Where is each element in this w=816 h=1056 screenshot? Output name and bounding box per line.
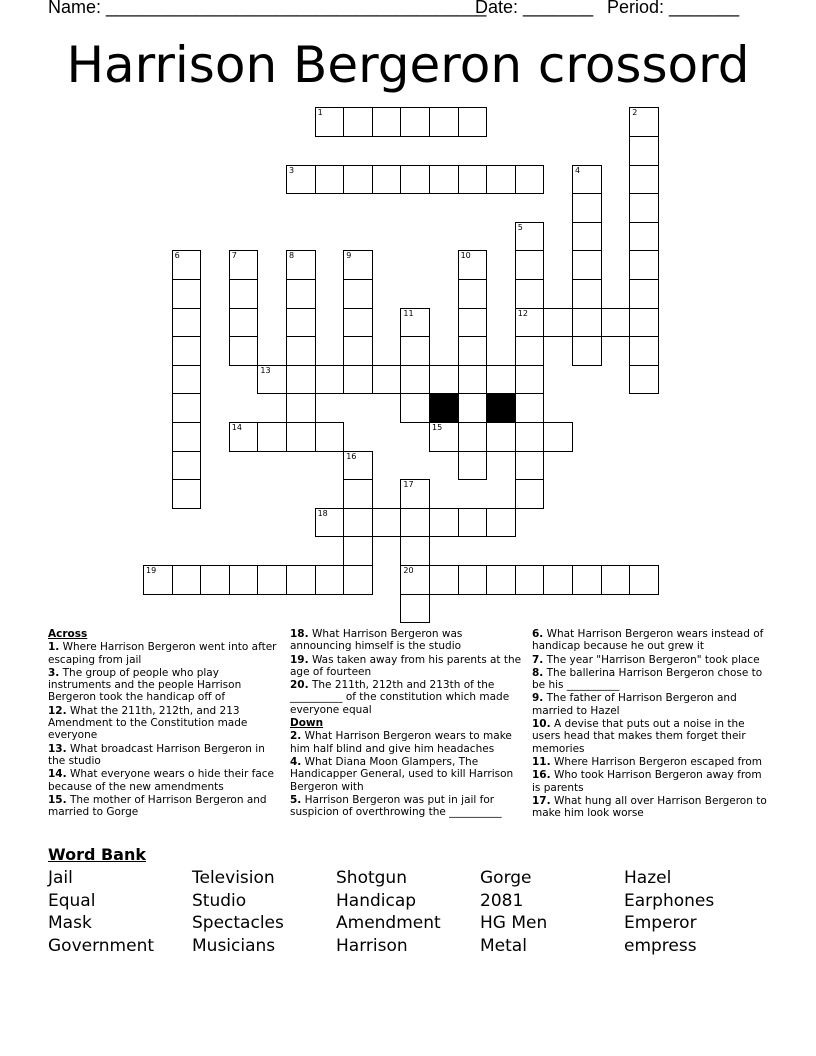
clue-text: What Diana Moon Glampers, The Handicapper General, used to kill Harrison Bergeron with: [290, 755, 514, 793]
grid-cell[interactable]: [458, 165, 488, 195]
grid-cell[interactable]: [458, 508, 488, 538]
grid-cell[interactable]: [543, 308, 573, 338]
clue-number: 19.: [290, 653, 309, 666]
clue-text: Harrison Bergeron was put in jail for suspicion of overthrowing the __________: [290, 793, 502, 819]
period-field[interactable]: Period: _______: [607, 0, 740, 17]
clue-number: 20.: [290, 679, 309, 692]
grid-cell[interactable]: [172, 336, 202, 366]
grid-cell[interactable]: [458, 336, 488, 366]
word-bank-word: Hazel: [624, 868, 672, 888]
cell-number: 17: [403, 480, 414, 490]
clue-item: [290, 756, 525, 793]
across-heading: Across: [48, 628, 88, 640]
clue-item: [290, 730, 525, 755]
grid-cell[interactable]: [400, 393, 430, 423]
grid-cell[interactable]: [286, 422, 316, 452]
date-field[interactable]: Date: _______: [475, 0, 594, 17]
grid-cell[interactable]: [515, 393, 545, 423]
grid-cell[interactable]: [601, 565, 631, 595]
grid-cell[interactable]: [257, 565, 287, 595]
black-cell: [429, 393, 459, 423]
grid-cell[interactable]: [343, 250, 373, 280]
clue-text: The ballerina Harrison Bergeron chose to be his __________: [532, 666, 763, 692]
grid-cell[interactable]: [515, 279, 545, 309]
grid-cell[interactable]: [629, 222, 659, 252]
grid-cell[interactable]: [515, 336, 545, 366]
grid-cell[interactable]: [172, 451, 202, 481]
grid-cell[interactable]: [172, 565, 202, 595]
clue-text: What hung all over Harrison Bergeron to make him look worse: [532, 794, 767, 820]
grid-cell[interactable]: [343, 308, 373, 338]
grid-cell[interactable]: [629, 136, 659, 166]
cell-number: 9: [346, 251, 352, 261]
grid-cell[interactable]: [515, 250, 545, 280]
clue-item: [290, 794, 525, 819]
grid-cell[interactable]: [400, 479, 430, 509]
clue-item: [48, 768, 280, 793]
grid-cell[interactable]: [372, 165, 402, 195]
grid-cell[interactable]: [343, 279, 373, 309]
word-bank-word: Metal: [480, 936, 527, 957]
clue-text: The 211th, 212th and 213th of the __________ of the constitution which made everyone equal: [290, 679, 510, 716]
grid-cell[interactable]: [572, 250, 602, 280]
grid-cell[interactable]: [229, 250, 259, 280]
grid-cell[interactable]: [400, 536, 430, 566]
clue-item: [532, 756, 768, 768]
word-bank-word: Mask: [48, 913, 92, 934]
word-bank-title: Word Bank: [48, 845, 147, 864]
cell-number: 13: [260, 365, 271, 375]
page-title: Harrison Bergeron crossord: [66, 36, 750, 94]
clue-item: [532, 654, 768, 666]
clue-number: 1.: [48, 641, 60, 654]
cell-number: 18: [317, 508, 328, 518]
grid-cell[interactable]: [400, 565, 430, 595]
clue-number: 2.: [290, 730, 302, 743]
grid-cell[interactable]: [486, 422, 516, 452]
word-bank-word: Musicians: [192, 936, 276, 957]
grid-cell[interactable]: [343, 451, 373, 481]
grid-cell[interactable]: [458, 451, 488, 481]
grid-cell[interactable]: [515, 365, 545, 395]
grid-cell[interactable]: [429, 107, 459, 137]
grid-cell[interactable]: [143, 565, 173, 595]
word-bank-word: Emperor: [624, 913, 697, 934]
clue-number: 4.: [290, 755, 302, 768]
clue-number: 10.: [532, 718, 551, 731]
word-bank-word: HG Men: [480, 913, 548, 934]
grid-cell[interactable]: [572, 193, 602, 223]
grid-cell[interactable]: [343, 536, 373, 566]
grid-cell[interactable]: [515, 565, 545, 595]
grid-cell[interactable]: [629, 308, 659, 338]
grid-cell[interactable]: [229, 422, 259, 452]
cell-number: 11: [403, 308, 414, 318]
clue-item: [532, 692, 768, 717]
clue-text: The mother of Harrison Bergeron and married to Gorge: [48, 793, 267, 819]
grid-cell[interactable]: [572, 222, 602, 252]
clue-number: 15.: [48, 793, 67, 806]
grid-cell[interactable]: [458, 250, 488, 280]
word-bank-word: Studio: [192, 890, 247, 911]
grid-cell[interactable]: [343, 508, 373, 538]
grid-cell[interactable]: [458, 308, 488, 338]
grid-cell[interactable]: [429, 165, 459, 195]
grid-cell[interactable]: [229, 336, 259, 366]
clue-text: What Harrison Bergeron wears to make him half blind and give him headaches: [290, 730, 512, 755]
clue-text: Where Harrison Bergeron went into after escaping from jail: [48, 641, 277, 666]
cell-number: 10: [460, 251, 471, 261]
grid-cell[interactable]: [458, 393, 488, 423]
clue-text: Who took Harrison Bergeron away from is parents: [532, 769, 762, 794]
clue-text: What Harrison Bergeron wears instead of handicap because he out grew it: [532, 628, 764, 653]
clue-text: Where Harrison Bergeron escaped from: [550, 755, 763, 768]
grid-cell[interactable]: [315, 508, 345, 538]
grid-cell[interactable]: [629, 336, 659, 366]
clue-number: 12.: [48, 704, 67, 717]
clue-number: 16.: [532, 769, 551, 782]
clue-number: 9.: [532, 692, 544, 705]
grid-cell[interactable]: [315, 165, 345, 195]
word-bank-word: Jail: [48, 868, 73, 888]
grid-cell[interactable]: [458, 107, 488, 137]
grid-cell[interactable]: [286, 250, 316, 280]
grid-cell[interactable]: [286, 365, 316, 395]
clue-item: [48, 794, 280, 819]
cell-number: 7: [231, 251, 237, 261]
grid-cell[interactable]: [543, 422, 573, 452]
cell-number: 1: [317, 108, 323, 118]
clue-item: [290, 679, 525, 716]
grid-cell[interactable]: [458, 365, 488, 395]
grid-cell[interactable]: [400, 365, 430, 395]
grid-cell[interactable]: [572, 165, 602, 195]
cell-number: 16: [346, 451, 357, 461]
clue-item: [48, 705, 280, 742]
grid-cell[interactable]: [286, 393, 316, 423]
word-bank-word: Earphones: [624, 890, 715, 911]
grid-cell[interactable]: [400, 308, 430, 338]
grid-cell[interactable]: [315, 107, 345, 137]
word-bank-word: Handicap: [336, 890, 417, 911]
grid-cell[interactable]: [286, 336, 316, 366]
grid-cell[interactable]: [343, 107, 373, 137]
clue-number: 8.: [532, 666, 544, 679]
cell-number: 4: [575, 165, 581, 175]
grid-cell[interactable]: [172, 279, 202, 309]
grid-cell[interactable]: [286, 279, 316, 309]
clue-text: The father of Harrison Bergeron and married to Hazel: [532, 692, 737, 717]
word-bank-word: Government: [48, 936, 155, 957]
word-bank-word: empress: [624, 936, 697, 957]
grid-cell[interactable]: [400, 107, 430, 137]
grid-cell[interactable]: [486, 365, 516, 395]
grid-cell[interactable]: [229, 279, 259, 309]
grid-cell[interactable]: [286, 165, 316, 195]
grid-cell[interactable]: [229, 565, 259, 595]
grid-cell[interactable]: [515, 479, 545, 509]
clue-number: 7.: [532, 653, 544, 666]
clue-number: 5.: [290, 793, 302, 806]
grid-cell[interactable]: [543, 565, 573, 595]
clue-item: [48, 667, 280, 704]
grid-cell[interactable]: [257, 365, 287, 395]
grid-cell[interactable]: [429, 508, 459, 538]
black-cell: [486, 393, 516, 423]
grid-cell[interactable]: [200, 565, 230, 595]
clue-text: What everyone wears o hide their face because of the new amendments: [48, 768, 274, 793]
grid-cell[interactable]: [372, 365, 402, 395]
grid-cell[interactable]: [343, 479, 373, 509]
grid-cell[interactable]: [343, 336, 373, 366]
grid-cell[interactable]: [372, 107, 402, 137]
clue-number: 14.: [48, 768, 67, 781]
word-bank-word: Amendment: [336, 913, 441, 934]
grid-cell[interactable]: [429, 422, 459, 452]
grid-cell[interactable]: [172, 422, 202, 452]
grid-cell[interactable]: [572, 336, 602, 366]
grid-cell[interactable]: [343, 365, 373, 395]
clue-number: 18.: [290, 628, 309, 640]
grid-cell[interactable]: [629, 565, 659, 595]
cell-number: 8: [289, 251, 295, 261]
grid-cell[interactable]: [515, 222, 545, 252]
clue-item: [532, 628, 768, 653]
grid-cell[interactable]: [372, 508, 402, 538]
grid-cell[interactable]: [343, 565, 373, 595]
grid-cell[interactable]: [458, 422, 488, 452]
grid-cell[interactable]: [515, 165, 545, 195]
word-bank-word: Equal: [48, 890, 96, 911]
word-bank-word: Gorge: [480, 868, 532, 888]
grid-cell[interactable]: [486, 508, 516, 538]
clue-number: 6.: [532, 628, 544, 640]
grid-cell[interactable]: [400, 165, 430, 195]
clue-item: [532, 667, 768, 692]
cell-number: 6: [174, 251, 180, 261]
cell-number: 20: [403, 566, 414, 575]
clue-number: 3.: [48, 666, 60, 679]
clue-number: 11.: [532, 755, 551, 768]
clue-text: What the 211th, 212th, and 213 Amendment to the Constitution made everyone: [48, 704, 248, 742]
grid-cell[interactable]: [486, 165, 516, 195]
grid-cell[interactable]: [601, 308, 631, 338]
word-bank-word: Harrison: [336, 936, 408, 957]
clue-item: [532, 718, 768, 755]
cell-number: 14: [231, 423, 242, 432]
grid-cell[interactable]: [429, 565, 459, 595]
clue-item: [48, 743, 280, 768]
grid-cell[interactable]: [315, 422, 345, 452]
cell-number: 3: [289, 165, 295, 175]
cell-number: 15: [432, 423, 443, 432]
clue-text: What Harrison Bergeron was announcing himself is the studio: [290, 628, 463, 653]
cell-number: 2: [632, 108, 638, 118]
word-bank-word: Spectacles: [192, 913, 284, 934]
grid-cell[interactable]: [486, 565, 516, 595]
grid-cell[interactable]: [458, 279, 488, 309]
grid-cell[interactable]: [572, 308, 602, 338]
grid-cell[interactable]: [458, 565, 488, 595]
word-bank-word: Shotgun: [336, 868, 407, 888]
grid-cell[interactable]: [257, 422, 287, 452]
clue-text: What broadcast Harrison Bergeron in the studio: [48, 742, 265, 767]
cell-number: 5: [517, 222, 523, 232]
grid-cell[interactable]: [400, 594, 430, 624]
grid-cell[interactable]: [629, 193, 659, 223]
grid-cell[interactable]: [172, 393, 202, 423]
clue-item: [290, 654, 525, 679]
grid-cell[interactable]: [229, 308, 259, 338]
clue-item: [48, 641, 280, 666]
grid-cell[interactable]: [315, 565, 345, 595]
cell-number: 19: [146, 566, 157, 575]
grid-cell[interactable]: [286, 565, 316, 595]
grid-cell[interactable]: [172, 250, 202, 280]
grid-cell[interactable]: [315, 365, 345, 395]
clues-column-2: [290, 628, 525, 819]
name-field[interactable]: Name: ______________________________________: [48, 0, 487, 17]
clue-text: The year "Harrison Bergeron" took place: [543, 653, 760, 666]
grid-cell[interactable]: [572, 279, 602, 309]
grid-cell[interactable]: [400, 336, 430, 366]
clue-text: Was taken away from his parents at the age of fourteen: [290, 653, 522, 678]
grid-cell[interactable]: [629, 107, 659, 137]
grid-cell[interactable]: [172, 479, 202, 509]
grid-cell[interactable]: [400, 508, 430, 538]
clue-text: The group of people who play instruments and the people Harrison Bergeron took the handicap off of: [48, 666, 242, 704]
clue-text: A devise that puts out a noise in the users head that makes them forget their memories: [532, 718, 746, 755]
grid-cell[interactable]: [629, 279, 659, 309]
clue-item: [532, 769, 768, 794]
clue-item: [290, 628, 525, 653]
grid-cell[interactable]: [572, 565, 602, 595]
grid-cell[interactable]: [515, 451, 545, 481]
grid-cell[interactable]: [629, 250, 659, 280]
grid-cell[interactable]: [515, 422, 545, 452]
grid-cell[interactable]: [515, 308, 545, 338]
grid-cell[interactable]: [286, 308, 316, 338]
down-heading: Down: [290, 717, 324, 730]
grid-cell[interactable]: [172, 365, 202, 395]
cell-number: 12: [517, 308, 528, 318]
clues-column-1: [48, 628, 280, 819]
grid-cell[interactable]: [629, 365, 659, 395]
grid-cell[interactable]: [429, 365, 459, 395]
grid-cell[interactable]: [629, 165, 659, 195]
clue-number: 17.: [532, 794, 551, 807]
grid-cell[interactable]: [343, 165, 373, 195]
grid-cell[interactable]: [172, 308, 202, 338]
clue-number: 13.: [48, 742, 67, 755]
clue-item: [532, 795, 768, 820]
clues-column-3: [532, 628, 768, 820]
word-bank-word: 2081: [480, 890, 524, 911]
word-bank-word: Television: [192, 868, 275, 888]
